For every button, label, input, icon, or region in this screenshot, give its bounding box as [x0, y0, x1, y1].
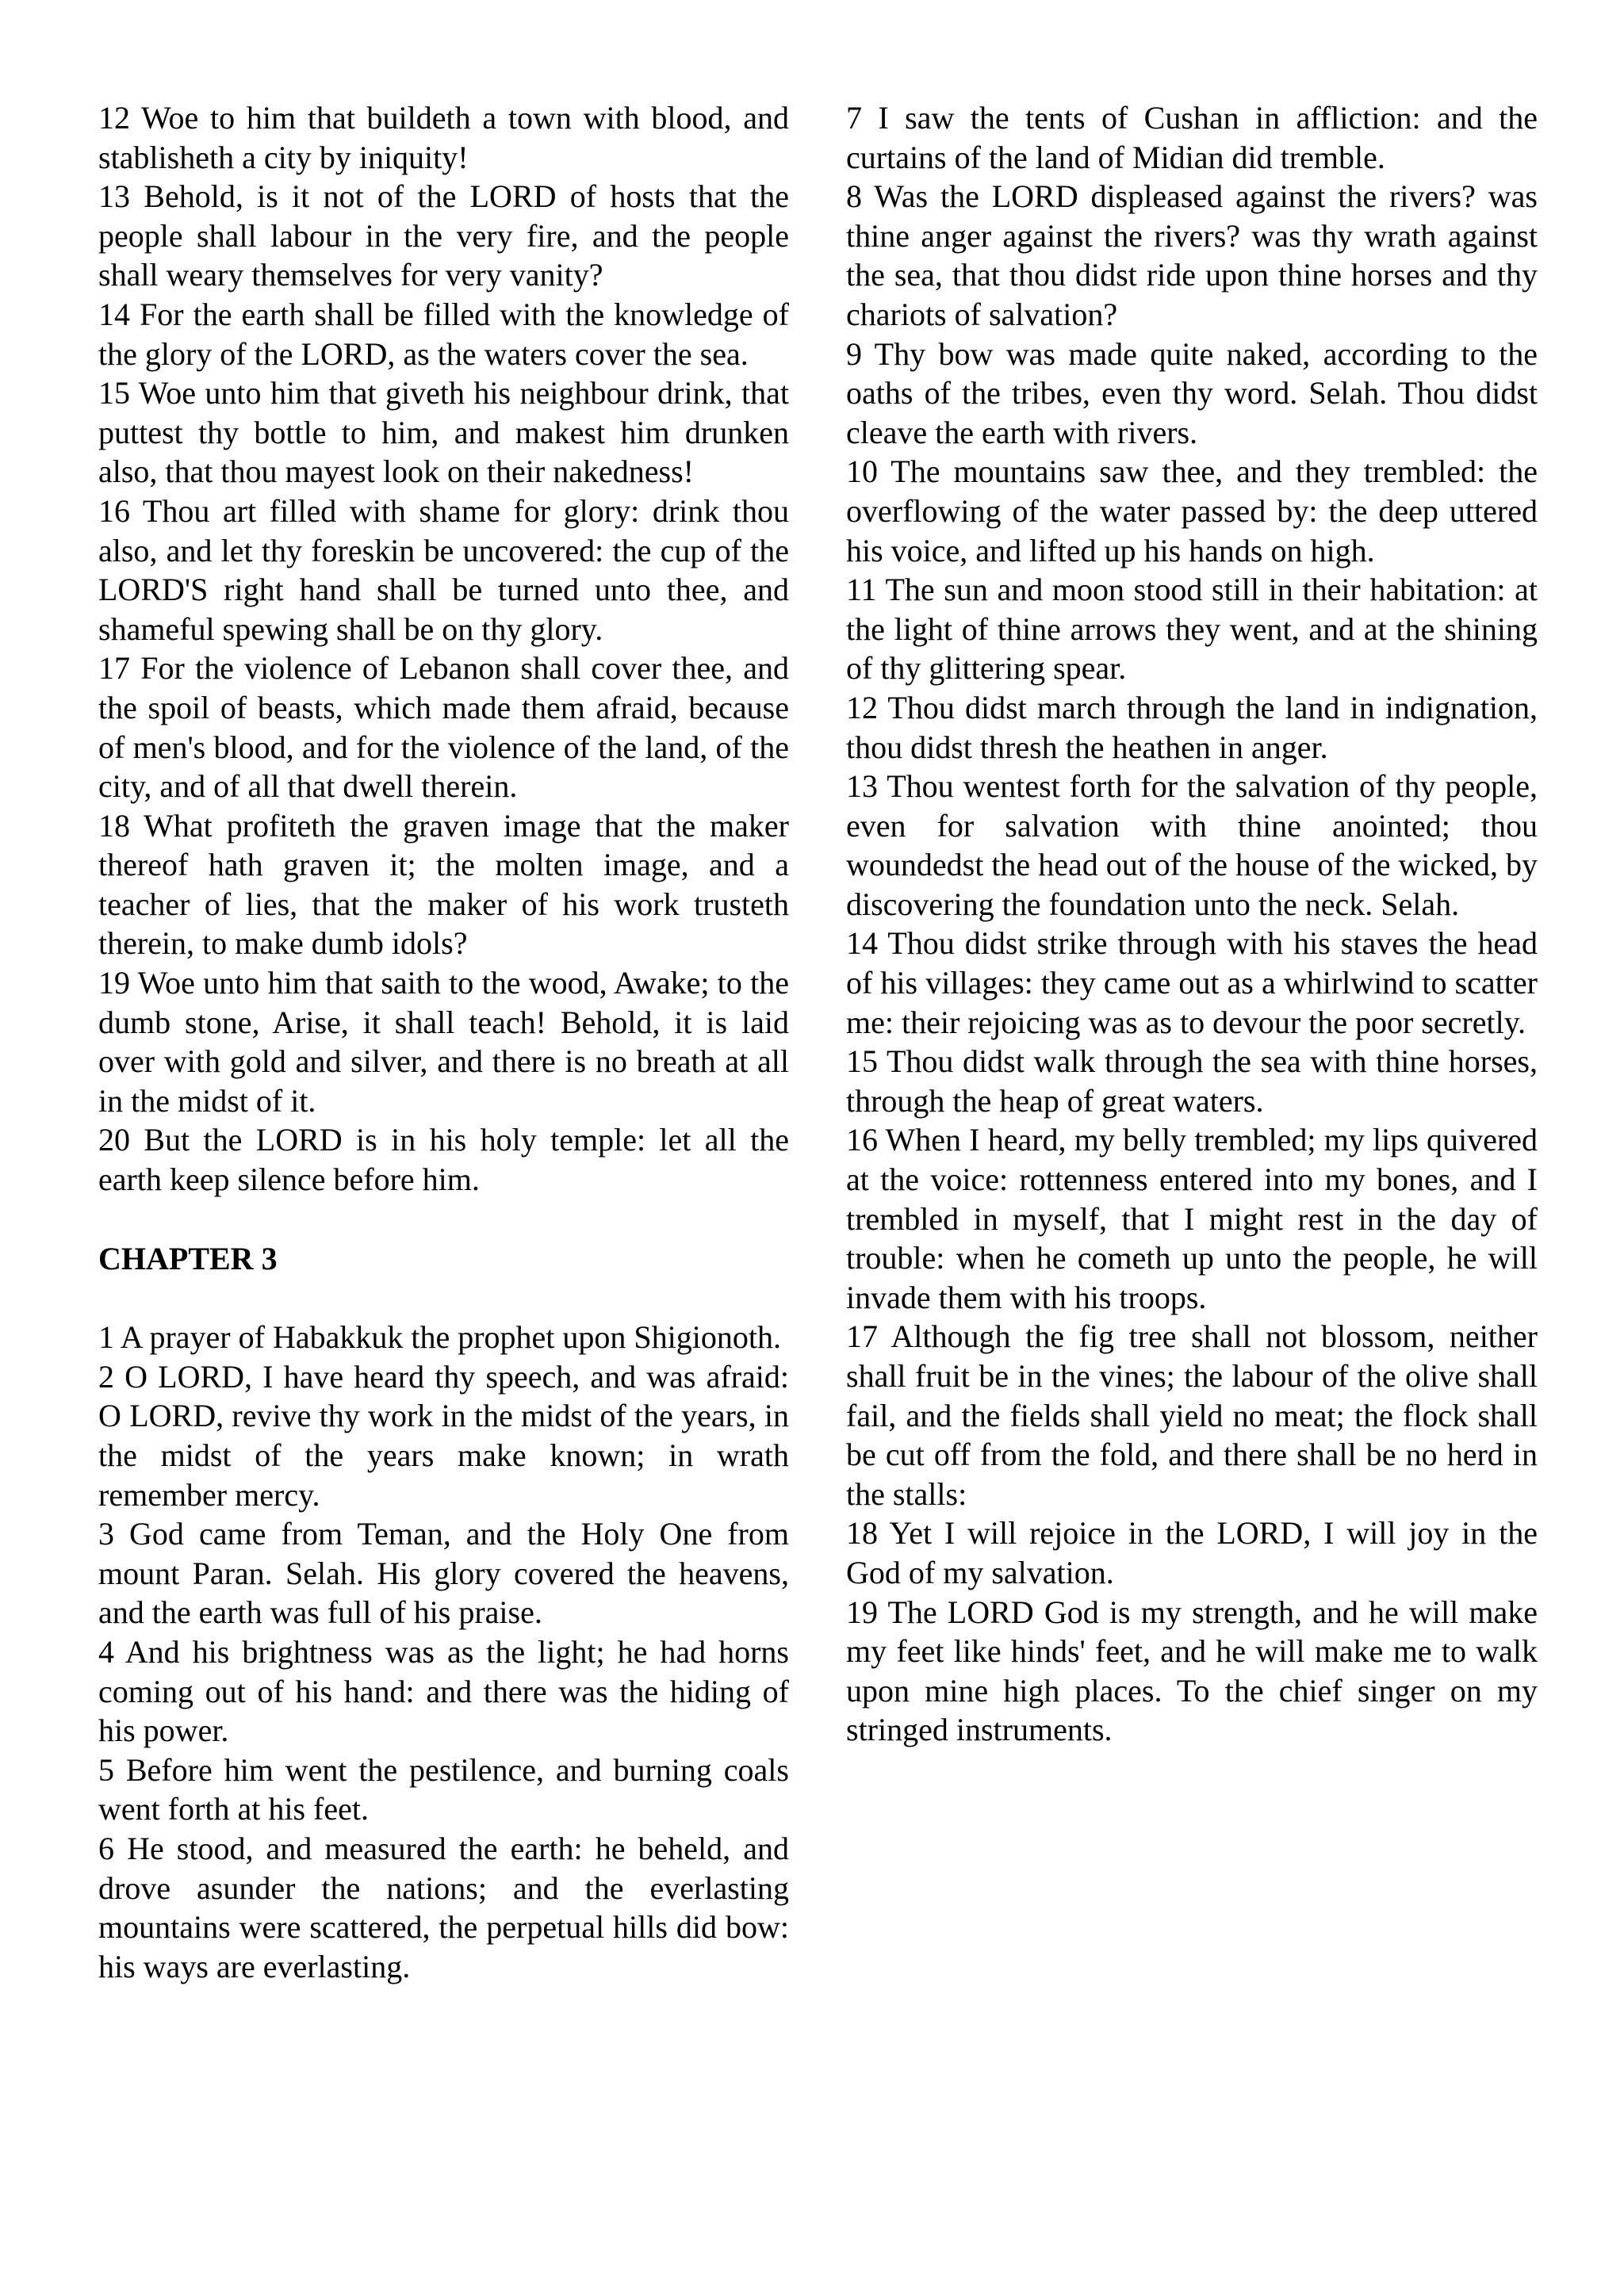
- verse: 14 For the earth shall be filled with the knowledge of the glory of the LORD, as the waters cover the sea.: [98, 296, 789, 372]
- verse: 6 He stood, and measured the earth: he beheld, and drove asunder the nations; and the everlasting mountains were scattered, the perpetual hills did bow: his ways are everlasting.: [98, 1830, 789, 1984]
- verse: 15 Woe unto him that giveth his neighbour drink, that puttest thy bottle to him, and makest him drunken also, that thou mayest look on their nakedness!: [98, 375, 789, 490]
- verse: 17 Although the fig tree shall not blossom, neither shall fruit be in the vines; the labour of the olive shall fail, and the fields shall yield no meat; the flock shall be cut off from the fold, and there shall be no herd in the stalls:: [846, 1318, 1538, 1512]
- chapter-heading: CHAPTER 3: [98, 1240, 278, 1276]
- verse: 5 Before him went the pestilence, and burning coals went forth at his feet.: [98, 1751, 789, 1827]
- verse: 19 Woe unto him that saith to the wood, Awake; to the dumb stone, Arise, it shall teach! Behold, it is laid over with gold and silver, and there is no breath at all in the midst of it.: [98, 965, 789, 1119]
- verse: 18 What profiteth the graven image that the maker thereof hath graven it; the molten image, and a teacher of lies, that the maker of his work trusteth therein, to make dumb idols?: [98, 807, 789, 962]
- verse: 13 Thou wentest forth for the salvation of thy people, even for salvation with thine anointed; thou woundedst the head out of the house of the wicked, by discovering the foundation unto the neck. Selah.: [846, 768, 1538, 922]
- verse: 15 Thou didst walk through the sea with thine horses, through the heap of great waters.: [846, 1043, 1538, 1119]
- verse: 11 The sun and moon stood still in their habitation: at the light of thine arrows they went, and at the shining of thy glittering spear.: [846, 572, 1538, 687]
- verse: 9 Thy bow was made quite naked, according to the oaths of the tribes, even thy word. Selah. Thou didst cleave the earth with rivers.: [846, 335, 1538, 450]
- verse: 2 O LORD, I have heard thy speech, and was afraid: O LORD, revive thy work in the midst of the years, in the midst of the years make known; in wrath remember mercy.: [98, 1358, 789, 1513]
- verse: 7 I saw the tents of Cushan in affliction: and the curtains of the land of Midian did tremble.: [846, 100, 1538, 175]
- verse: 12 Thou didst march through the land in indignation, thou didst thresh the heathen in anger.: [846, 689, 1538, 765]
- right-column: [846, 98, 1538, 1750]
- verse: 16 Thou art filled with shame for glory: drink thou also, and let thy foreskin be uncovered: the cup of the LORD'S right hand shall be turned unto thee, and shameful spewing shall be on thy glory.: [98, 492, 789, 647]
- left-column: [98, 98, 789, 1986]
- verse: 4 And his brightness was as the light; he had horns coming out of his hand: and there was the hiding of his power.: [98, 1633, 789, 1749]
- verse: 20 But the LORD is in his holy temple: let all the earth keep silence before him.: [98, 1122, 789, 1198]
- verse: 8 Was the LORD displeased against the rivers? was thine anger against the rivers? was thy wrath against the sea, that thou didst ride upon thine horses and thy chariots of salvation?: [846, 178, 1538, 332]
- verse: 16 When I heard, my belly trembled; my lips quivered at the voice: rottenness entered into my bones, and I trembled in myself, that I might rest in the day of trouble: when he cometh up unto the people, he will invade them with his troops.: [846, 1122, 1538, 1315]
- verse: 18 Yet I will rejoice in the LORD, I will joy in the God of my salvation.: [846, 1515, 1538, 1590]
- verse: 1 A prayer of Habakkuk the prophet upon Shigionoth.: [98, 1319, 781, 1356]
- verse: 3 God came from Teman, and the Holy One from mount Paran. Selah. His glory covered the heavens, and the earth was full of his praise.: [98, 1516, 789, 1631]
- verse: 10 The mountains saw thee, and they trembled: the overflowing of the water passed by: the deep uttered his voice, and lifted up his hands on high.: [846, 453, 1538, 568]
- verse: 14 Thou didst strike through with his staves the head of his villages: they came out as a whirlwind to scatter me: their rejoicing was as to devour the poor secretly.: [846, 925, 1538, 1040]
- verse: 12 Woe to him that buildeth a town with blood, and stablisheth a city by iniquity!: [98, 100, 789, 175]
- verse: 17 For the violence of Lebanon shall cover thee, and the spoil of beasts, which made them afraid, because of men's blood, and for the violence of the land, of the city, and of all that dwell therein.: [98, 650, 789, 805]
- verse: 19 The LORD God is my strength, and he will make my feet like hinds' feet, and he will make me to walk upon mine high places. To the chief singer on my stringed instruments.: [846, 1594, 1538, 1748]
- verse: 13 Behold, is it not of the LORD of hosts that the people shall labour in the very fire, and the people shall weary themselves for very vanity?: [98, 178, 789, 293]
